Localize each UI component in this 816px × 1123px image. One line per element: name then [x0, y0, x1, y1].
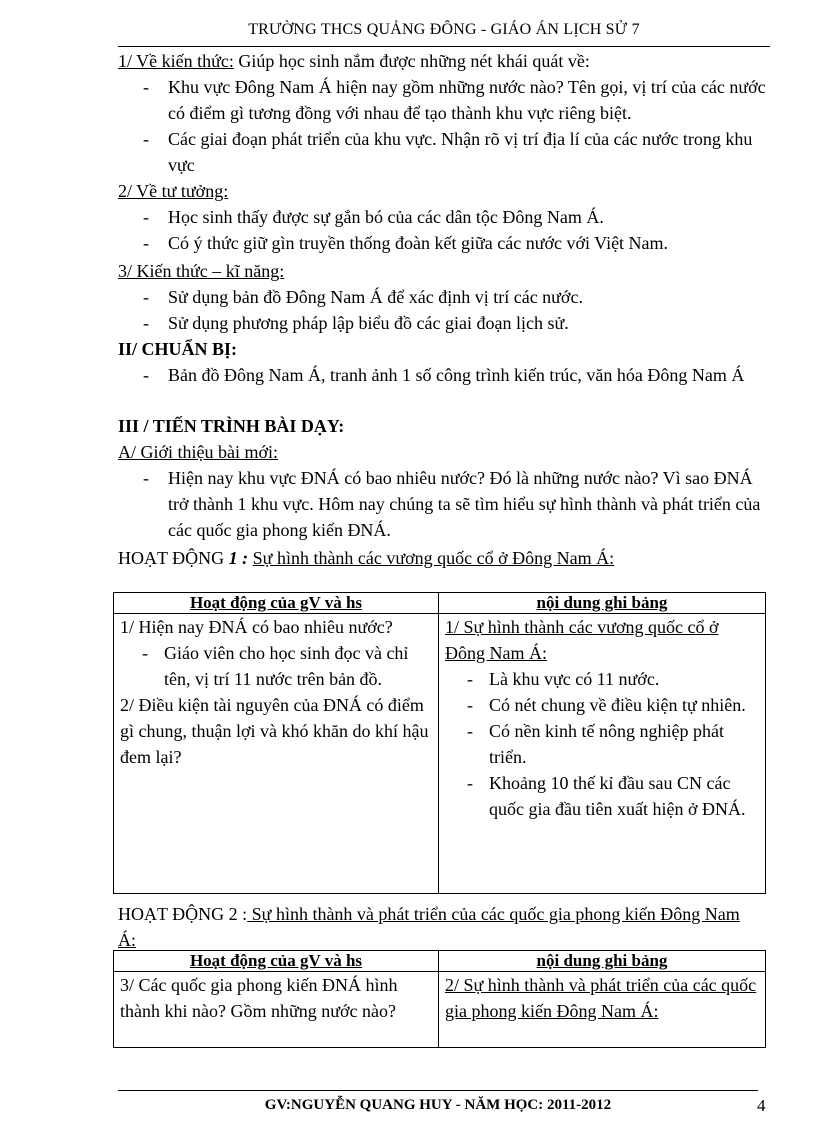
bullet-item: - Có nét chung về điều kiện tự nhiên.: [445, 692, 759, 718]
bullet-item: - Hiện nay khu vực ĐNÁ có bao nhiêu nước? Đó là những nước nào? Vì sao ĐNÁ trở thành 1 khu vực. Hôm nay chúng ta sẽ tìm hiểu sự hình thành và phát triển của các quốc gia phong kiến ĐNÁ.: [118, 465, 773, 543]
bullet-item: - Sử dụng bản đồ Đông Nam Á để xác định vị trí các nước.: [118, 284, 773, 310]
question: 2/ Điều kiện tài nguyên của ĐNÁ có điểm gì chung, thuận lợi và khó khăn do khí hậu đem lại?: [120, 695, 429, 767]
bullet-item: - Là khu vực có 11 nước.: [445, 666, 759, 692]
teacher-activity-cell: [114, 614, 439, 894]
bullet-item: - Các giai đoạn phát triển của khu vực. Nhận rõ vị trí địa lí của các nước trong khu vực: [118, 126, 773, 178]
section-heading: II/ CHUẨN BỊ:: [118, 339, 238, 359]
activity-prefix: HOẠT ĐỘNG 2 :: [118, 904, 248, 924]
bullet-item: - Khoảng 10 thế kỉ đầu sau CN các quốc gia đầu tiên xuất hiện ở ĐNÁ.: [445, 770, 759, 822]
section-heading: 3/ Kiến thức – kĩ năng:: [118, 261, 285, 281]
section-heading: III / TIẾN TRÌNH BÀI DẠY:: [118, 416, 345, 436]
section-ideology: [118, 178, 773, 256]
footer-divider: [118, 1090, 758, 1091]
column-header: Hoạt động của gV và hs: [114, 951, 439, 972]
section-skills: [118, 258, 773, 336]
question: 3/ Các quốc gia phong kiến ĐNÁ hình thành khi nào? Gồm những nước nào?: [120, 975, 398, 1021]
teacher-activity-cell: [114, 972, 439, 1048]
page-number: 4: [757, 1096, 766, 1115]
column-header: nội dung ghi bảng: [439, 951, 766, 972]
bullet-item: - Sử dụng phương pháp lập biểu đồ các giai đoạn lịch sử.: [118, 310, 773, 336]
board-content-cell: [439, 972, 766, 1048]
section-heading: 1/ Về kiến thức:: [118, 51, 234, 71]
board-content-cell: [439, 614, 766, 894]
bullet-item: - Học sinh thấy được sự gắn bó của các dân tộc Đông Nam Á.: [118, 204, 773, 230]
activity-number: 1 :: [228, 548, 249, 568]
section-preparation: [118, 336, 773, 388]
bullet-item: - Giáo viên cho học sinh đọc và chỉ tên, vị trí 11 nước trên bản đồ.: [120, 640, 432, 692]
column-header: nội dung ghi bảng: [439, 593, 766, 614]
activity-1-table: [113, 592, 766, 894]
bullet-item: - Khu vực Đông Nam Á hiện nay gồm những nước nào? Tên gọi, vị trí của các nước có điểm gì tương đồng với nhau để tạo thành khu vực riêng biệt.: [118, 74, 773, 126]
bullet-item: - Bản đồ Đông Nam Á, tranh ảnh 1 số công trình kiến trúc, văn hóa Đông Nam Á: [118, 362, 773, 388]
bullet-item: - Có ý thức giữ gìn truyền thống đoàn kết giữa các nước với Việt Nam.: [118, 230, 773, 256]
activity-title: Sự hình thành các vương quốc cổ ở Đông Nam Á:: [252, 548, 615, 568]
content-heading: 2/ Sự hình thành và phát triển của các quốc gia phong kiến Đông Nam Á:: [445, 975, 757, 1021]
column-header: Hoạt động của gV và hs: [114, 593, 439, 614]
content-heading: 1/ Sự hình thành các vương quốc cổ ở Đông Nam Á:: [445, 617, 719, 663]
activity-2-heading: [118, 901, 758, 953]
section-heading: A/ Giới thiệu bài mới:: [118, 442, 279, 462]
bullet-item: - Có nền kinh tế nông nghiệp phát triển.: [445, 718, 759, 770]
activity-1-heading: [118, 545, 773, 571]
section-intro: Giúp học sinh nắm được những nét khái quát về:: [233, 51, 590, 71]
question: 1/ Hiện nay ĐNÁ có bao nhiêu nước?: [120, 617, 393, 637]
header-divider: [118, 46, 770, 47]
activity-2-table: [113, 950, 766, 1048]
page-footer: GV:NGUYỄN QUANG HUY - NĂM HỌC: 2011-2012: [264, 1097, 612, 1113]
page-header: TRƯỜNG THCS QUẢNG ĐÔNG - GIÁO ÁN LỊCH SỬ 7: [248, 21, 640, 38]
activity-prefix: HOẠT ĐỘNG: [118, 548, 229, 568]
activity-title: Sự hình thành và phát triển của các quốc gia phong kiến Đông Nam Á:: [118, 904, 740, 950]
section-knowledge: [118, 48, 773, 178]
section-intro-lesson: [118, 439, 773, 543]
section-heading: 2/ Về tư tưởng:: [118, 181, 229, 201]
section-lesson-process: [118, 413, 773, 439]
